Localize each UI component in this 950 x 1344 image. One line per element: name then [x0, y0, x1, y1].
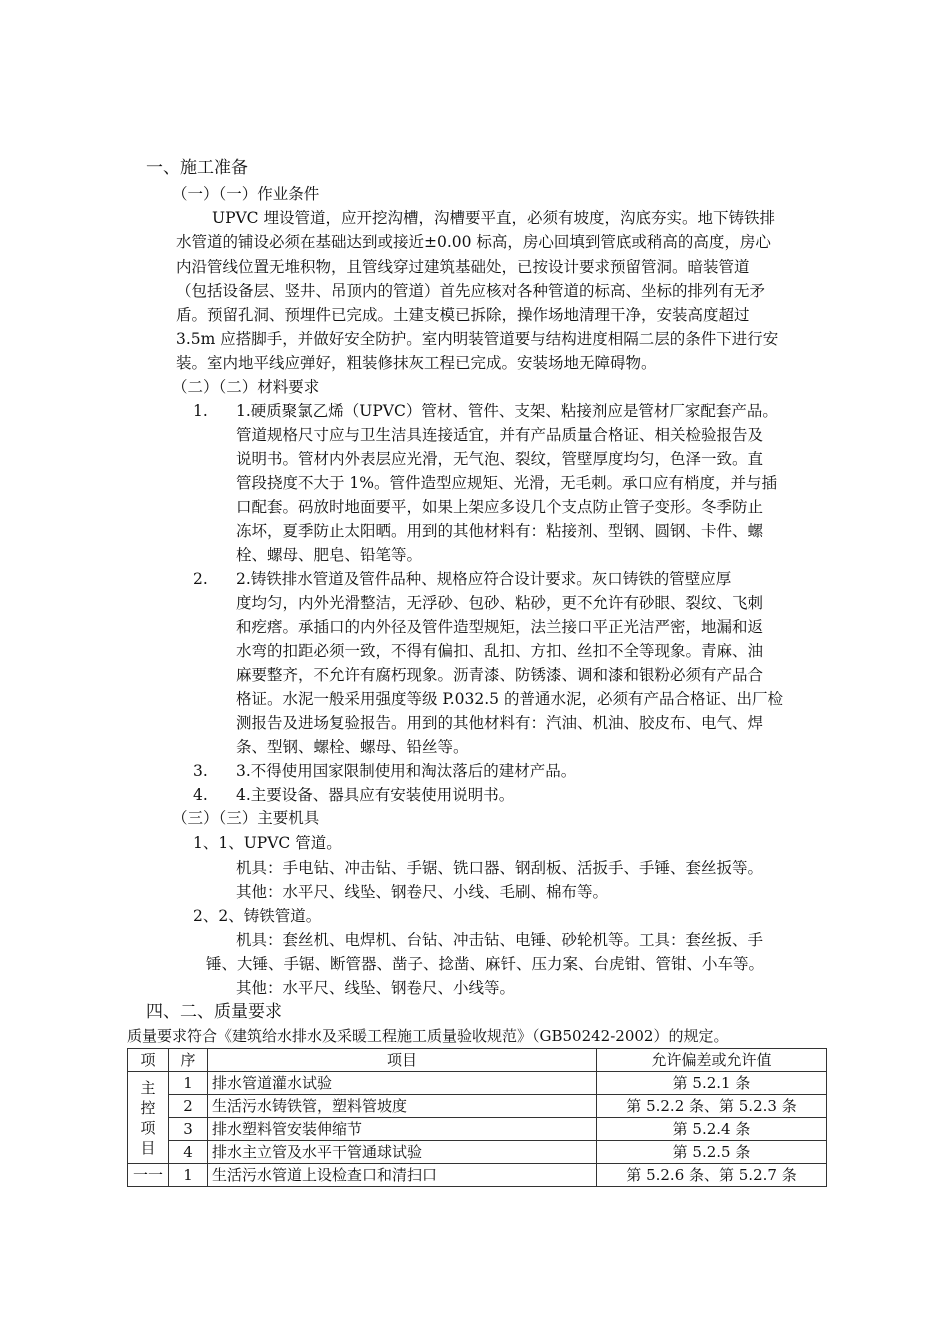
paragraph-line: 盾。预留孔洞、预埋件已完成。土建支模已拆除，操作场地清理干净，安装高度超过	[176, 306, 750, 324]
tool-line: 机具：套丝机、电焊机、台钻、冲击钻、电锤、砂轮机等。工具：套丝扳、手	[236, 931, 764, 949]
list-item-line: 水弯的扣距必须一致，不得有偏扣、乱扣、方扣、丝扣不全等现象。青麻、油	[236, 642, 764, 660]
list-item-line: 管段挠度不大于 1%。管件造型应规矩、光滑，无毛刺。承口应有梢度，并与插	[236, 474, 778, 492]
table-cell-value: 第 5.2.1 条	[597, 1072, 827, 1095]
list-number: 2.	[193, 570, 208, 588]
table-row	[128, 1164, 827, 1187]
list-item-line: 说明书。管材内外表层应光滑，无气泡、裂纹，管壁厚度均匀，色泽一致。直	[236, 450, 764, 468]
group-label-char: 主	[140, 1078, 156, 1097]
list-item-line: 和疙瘩。承插口的内外径及管件造型规矩，法兰接口平正光洁严密，地漏和返	[236, 618, 764, 636]
tool-group-title-upvc: 1、1、UPVC 管道。	[193, 834, 342, 852]
group-label-char: 项	[140, 1118, 156, 1137]
list-item-line: 麻要整齐，不允许有腐朽现象。沥青漆、防锈漆、调和漆和银粉必须有产品合	[236, 666, 764, 684]
table-cell-item: 排水主立管及水平干管通球试验	[208, 1141, 597, 1164]
subsection-heading-material-requirements: （二）（二）材料要求	[172, 378, 320, 396]
paragraph-line: 水管道的铺设必须在基础达到或接近±0.00 标高，房心回填到管底或稍高的高度，房心	[176, 233, 771, 251]
table-row	[128, 1072, 827, 1095]
section-heading-construction-prep: 一、施工准备	[146, 158, 248, 178]
paragraph-line: 3.5m 应搭脚手，并做好安全防护。室内明装管道要与结构进度相隔二层的条件下进行安	[176, 330, 779, 348]
tool-line: 锤、大锤、手锯、断管器、凿子、捻凿、麻钎、压力案、台虎钳、管钳、小车等。	[206, 955, 765, 973]
quality-intro: 质量要求符合《建筑给水排水及采暖工程施工质量验收规范》（GB50242-2002）的规定。	[127, 1027, 729, 1045]
table-cell-seq: 1	[169, 1164, 208, 1187]
table-cell-seq: 1	[169, 1072, 208, 1095]
list-item-line: 栓、螺母、肥皂、铅笔等。	[236, 546, 423, 564]
group-label-char: 控	[140, 1098, 156, 1117]
table-cell-value: 第 5.2.5 条	[597, 1141, 827, 1164]
list-item-line: 度均匀，内外光滑整洁，无浮砂、包砂、粘砂，更不允许有砂眼、裂纹、飞刺	[236, 594, 764, 612]
list-item-line: 2.铸铁排水管道及管件品种、规格应符合设计要求。灰口铸铁的管壁应厚	[236, 570, 732, 588]
table-cell-value: 第 5.2.2 条、第 5.2.3 条	[597, 1095, 827, 1118]
tool-line: 机具：手电钻、冲击钻、手锯、铣口器、钢刮板、活扳手、手锤、套丝扳等。	[236, 859, 764, 877]
subsection-heading-work-conditions: （一）（一）作业条件	[172, 185, 320, 203]
table-cell-seq: 3	[169, 1118, 208, 1141]
list-item-line: 管道规格尺寸应与卫生洁具连接适宜，并有产品质量合格证、相关检验报告及	[236, 426, 764, 444]
list-number: 3.	[193, 762, 208, 780]
group-label-general: 一一	[128, 1164, 169, 1187]
subsection-heading-main-tools: （三）（三）主要机具	[172, 809, 320, 827]
table-row	[128, 1118, 827, 1141]
paragraph-line: UPVC 埋设管道，应开挖沟槽，沟槽要平直，必须有坡度，沟底夯实。地下铸铁排	[212, 209, 775, 227]
table-cell-value: 第 5.2.4 条	[597, 1118, 827, 1141]
tool-group-title-cast-iron: 2、2、铸铁管道。	[193, 907, 322, 925]
list-item-line: 冻坏，夏季防止太阳晒。用到的其他材料有：粘接剂、型钢、圆钢、卡件、螺	[236, 522, 764, 540]
table-cell-item: 生活污水管道上设检查口和清扫口	[208, 1164, 597, 1187]
list-number: 4.	[193, 786, 208, 804]
list-item-line: 1.硬质聚氯乙烯（UPVC）管材、管件、支架、粘接剂应是管材厂家配套产品。	[236, 402, 778, 420]
table-cell-item: 生活污水铸铁管，塑料管坡度	[208, 1095, 597, 1118]
table-header-cell: 项	[128, 1049, 169, 1072]
table-row	[128, 1095, 827, 1118]
table-cell-item: 排水管道灌水试验	[208, 1072, 597, 1095]
list-item-line: 口配套。码放时地面要平，如果上架应多设几个支点防止管子变形。冬季防止	[236, 498, 764, 516]
paragraph-line: （包括设备层、竖井、吊顶内的管道）首先应核对各种管道的标高、坐标的排列有无矛	[176, 282, 766, 300]
group-label-main-control	[128, 1072, 169, 1164]
section-heading-quality-requirements: 四、二、质量要求	[146, 1002, 282, 1022]
table-cell-seq: 4	[169, 1141, 208, 1164]
table-header-cell: 允许偏差或允许值	[597, 1049, 827, 1072]
group-label-char: 目	[140, 1138, 156, 1157]
table-cell-seq: 2	[169, 1095, 208, 1118]
list-item-line: 格证。水泥一般采用强度等级 P.032.5 的普通水泥，必须有产品合格证、出厂检	[236, 690, 783, 708]
table-cell-value: 第 5.2.6 条、第 5.2.7 条	[597, 1164, 827, 1187]
table-row	[128, 1141, 827, 1164]
paragraph-line: 装。室内地平线应弹好，粗装修抹灰工程已完成。安装场地无障碍物。	[176, 354, 657, 372]
table-header-cell: 项目	[208, 1049, 597, 1072]
tool-line: 其他：水平尺、线坠、钢卷尺、小线等。	[236, 979, 516, 997]
list-item-line: 4.主要设备、器具应有安装使用说明书。	[236, 786, 515, 804]
list-number: 1.	[193, 402, 208, 420]
list-item-line: 条、型钢、螺栓、螺母、铅丝等。	[236, 738, 469, 756]
list-item-line: 测报告及进场复验报告。用到的其他材料有：汽油、机油、胶皮布、电气、焊	[236, 714, 764, 732]
quality-table	[127, 1048, 827, 1187]
tool-line: 其他：水平尺、线坠、钢卷尺、小线、毛刷、棉布等。	[236, 883, 609, 901]
table-cell-item: 排水塑料管安装伸缩节	[208, 1118, 597, 1141]
list-item-line: 3.不得使用国家限制使用和淘汰落后的建材产品。	[236, 762, 577, 780]
table-header-row	[128, 1049, 827, 1072]
paragraph-line: 内沿管线位置无堆积物，且管线穿过建筑基础处，已按设计要求预留管洞。暗装管道	[176, 258, 750, 276]
table-header-cell: 序	[169, 1049, 208, 1072]
